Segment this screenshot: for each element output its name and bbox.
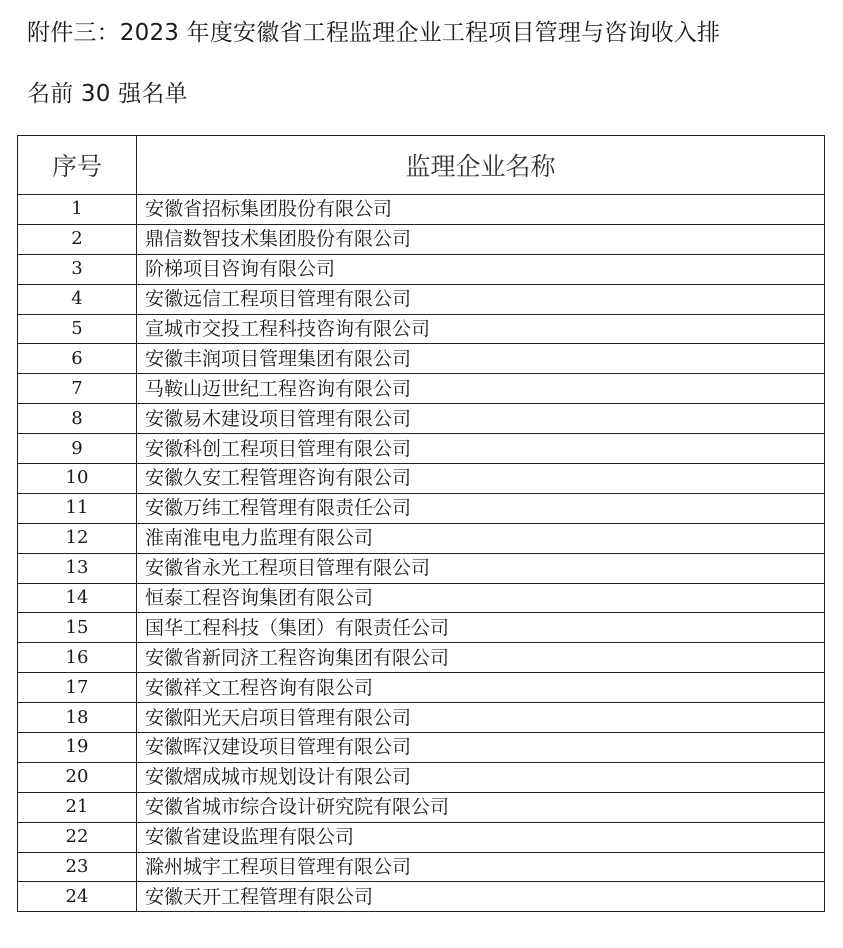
table-row	[18, 613, 825, 643]
table-row	[18, 553, 825, 583]
serial-number-cell: 24	[18, 882, 137, 912]
serial-number-cell: 10	[18, 464, 137, 494]
table-row	[18, 493, 825, 523]
company-name-cell: 安徽省新同济工程咨询集团有限公司	[137, 643, 825, 673]
serial-number-cell: 2	[18, 224, 137, 254]
company-name-cell: 安徽省城市综合设计研究院有限公司	[137, 792, 825, 822]
serial-number-cell: 3	[18, 254, 137, 284]
serial-number-cell: 23	[18, 852, 137, 882]
table-row	[18, 762, 825, 792]
company-name-cell: 阶梯项目咨询有限公司	[137, 254, 825, 284]
company-name-cell: 安徽阳光天启项目管理有限公司	[137, 703, 825, 733]
table-row	[18, 344, 825, 374]
serial-number-cell: 4	[18, 284, 137, 314]
company-name-cell: 安徽科创工程项目管理有限公司	[137, 434, 825, 464]
header-company-name: 监理企业名称	[137, 136, 825, 195]
serial-number-cell: 15	[18, 613, 137, 643]
serial-number-cell: 12	[18, 523, 137, 553]
serial-number-cell: 1	[18, 195, 137, 225]
ranking-table	[17, 135, 825, 912]
table-row	[18, 583, 825, 613]
company-name-cell: 淮南淮电电力监理有限公司	[137, 523, 825, 553]
serial-number-cell: 8	[18, 404, 137, 434]
table-row	[18, 195, 825, 225]
serial-number-cell: 5	[18, 314, 137, 344]
company-name-cell: 鼎信数智技术集团股份有限公司	[137, 224, 825, 254]
table-row	[18, 464, 825, 494]
header-serial-number: 序号	[18, 136, 137, 195]
serial-number-cell: 9	[18, 434, 137, 464]
serial-number-cell: 21	[18, 792, 137, 822]
company-name-cell: 安徽易木建设项目管理有限公司	[137, 404, 825, 434]
table-row	[18, 224, 825, 254]
company-name-cell: 安徽省建设监理有限公司	[137, 822, 825, 852]
serial-number-cell: 17	[18, 673, 137, 703]
table-row	[18, 792, 825, 822]
table-row	[18, 434, 825, 464]
table-row	[18, 643, 825, 673]
company-name-cell: 安徽省永光工程项目管理有限公司	[137, 553, 825, 583]
company-name-cell: 安徽久安工程管理咨询有限公司	[137, 464, 825, 494]
table-row	[18, 852, 825, 882]
company-name-cell: 安徽熠成城市规划设计有限公司	[137, 762, 825, 792]
company-name-cell: 恒泰工程咨询集团有限公司	[137, 583, 825, 613]
company-name-cell: 安徽远信工程项目管理有限公司	[137, 284, 825, 314]
table-row	[18, 314, 825, 344]
serial-number-cell: 16	[18, 643, 137, 673]
company-name-cell: 安徽祥文工程咨询有限公司	[137, 673, 825, 703]
table-row	[18, 822, 825, 852]
company-name-cell: 马鞍山迈世纪工程咨询有限公司	[137, 374, 825, 404]
serial-number-cell: 11	[18, 493, 137, 523]
table-row	[18, 703, 825, 733]
table-row	[18, 284, 825, 314]
table-row	[18, 374, 825, 404]
company-name-cell: 安徽天开工程管理有限公司	[137, 882, 825, 912]
company-name-cell: 宣城市交投工程科技咨询有限公司	[137, 314, 825, 344]
table-row	[18, 673, 825, 703]
serial-number-cell: 18	[18, 703, 137, 733]
company-name-cell: 安徽万纬工程管理有限责任公司	[137, 493, 825, 523]
company-name-cell: 安徽丰润项目管理集团有限公司	[137, 344, 825, 374]
serial-number-cell: 6	[18, 344, 137, 374]
table-row	[18, 733, 825, 763]
table-row	[18, 404, 825, 434]
table-row	[18, 523, 825, 553]
company-name-cell: 滁州城宇工程项目管理有限公司	[137, 852, 825, 882]
serial-number-cell: 22	[18, 822, 137, 852]
document-title-line-2: 名前 30 强名单	[27, 81, 188, 107]
company-name-cell: 国华工程科技（集团）有限责任公司	[137, 613, 825, 643]
table-header-row	[18, 136, 825, 195]
serial-number-cell: 20	[18, 762, 137, 792]
company-name-cell: 安徽省招标集团股份有限公司	[137, 195, 825, 225]
table-row	[18, 882, 825, 912]
serial-number-cell: 19	[18, 733, 137, 763]
table-row	[18, 254, 825, 284]
table-body	[18, 195, 825, 912]
serial-number-cell: 13	[18, 553, 137, 583]
serial-number-cell: 7	[18, 374, 137, 404]
serial-number-cell: 14	[18, 583, 137, 613]
document-title-line-1: 附件三：2023 年度安徽省工程监理企业工程项目管理与咨询收入排	[27, 20, 721, 46]
company-name-cell: 安徽晖汉建设项目管理有限公司	[137, 733, 825, 763]
